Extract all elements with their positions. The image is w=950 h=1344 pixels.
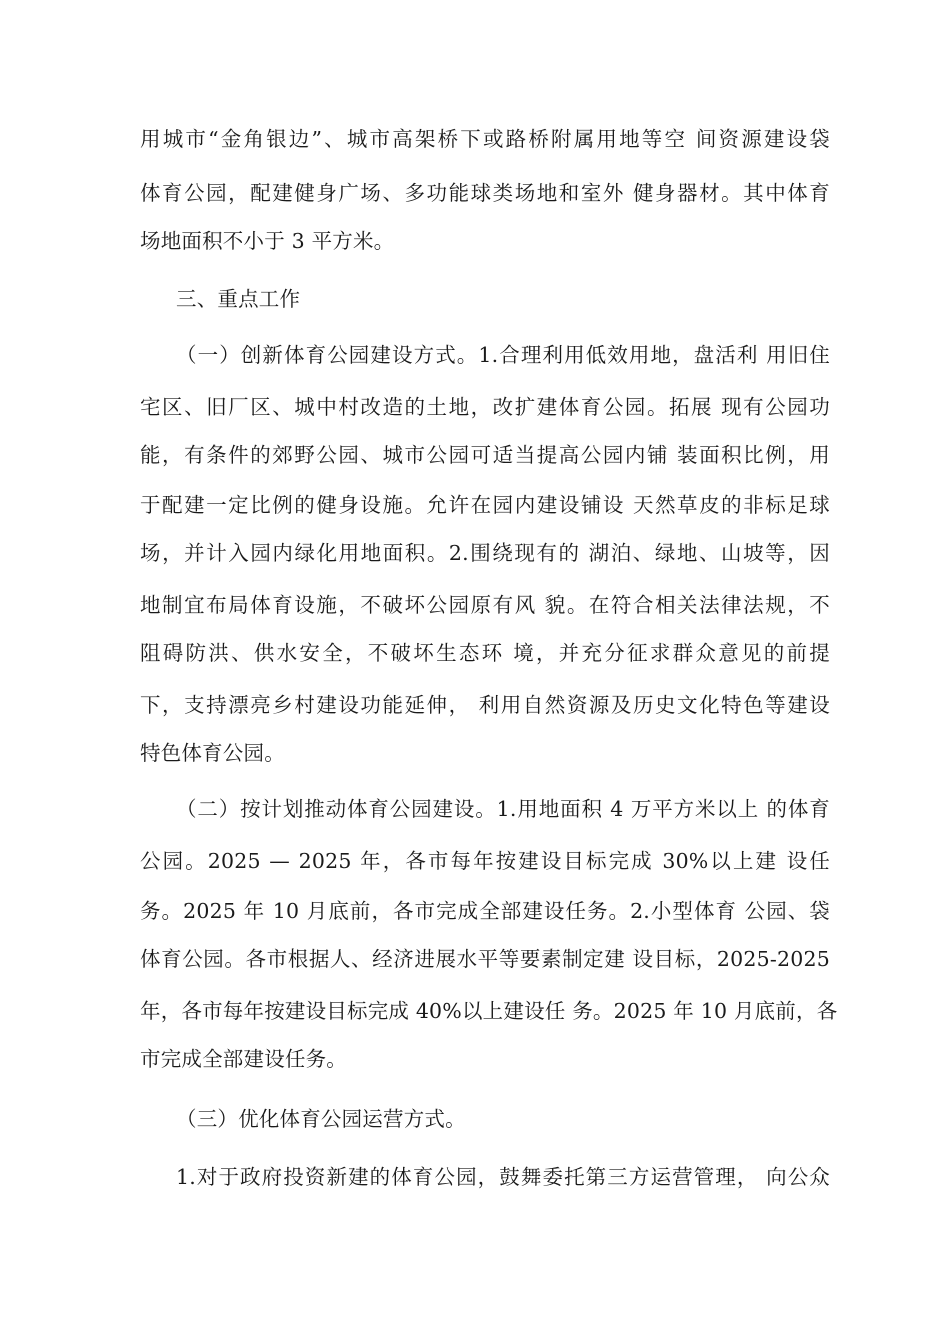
text-line: （二）按计划推动体育公园建设。1.用地面积 4 万平方米以上 的体育	[176, 797, 830, 821]
text-line: 能，有条件的郊野公园、城市公园可适当提高公园内铺 装面积比例，用	[140, 443, 830, 467]
text-line: 务。2025 年 10 月底前，各市完成全部建设任务。2.小型体育 公园、袋	[140, 899, 830, 923]
text-line: 年，各市每年按建设目标完成 40%以上建设任 务。2025 年 10 月底前，各	[140, 999, 838, 1023]
text-line: 场，并计入园内绿化用地面积。2.围绕现有的 湖泊、绿地、山坡等，因	[140, 541, 830, 565]
text-line: 三、重点工作	[176, 287, 301, 311]
text-line: 体育公园，配建健身广场、多功能球类场地和室外 健身器材。其中体育	[140, 181, 830, 205]
text-line: 用城市“金角银边”、城市高架桥下或路桥附属用地等空 间资源建设袋	[140, 127, 830, 151]
text-line: 地制宜布局体育设施，不破坏公园原有风 貌。在符合相关法律法规，不	[140, 593, 830, 617]
text-line: 体育公园。各市根据人、经济进展水平等要素制定建 设目标，2025-2025	[140, 947, 830, 971]
text-line: 公园。2025 — 2025 年，各市每年按建设目标完成 30%以上建 设任	[140, 849, 830, 873]
text-line: 下，支持漂亮乡村建设功能延伸， 利用自然资源及历史文化特色等建设	[140, 693, 830, 717]
text-line: （三）优化体育公园运营方式。	[176, 1107, 466, 1131]
text-line: 阻碍防洪、供水安全，不破坏生态环 境，并充分征求群众意见的前提	[140, 641, 830, 665]
text-line: 场地面积不小于 3 平方米。	[140, 229, 395, 253]
text-line: 特色体育公园。	[140, 741, 285, 765]
text-line: 宅区、旧厂区、城中村改造的土地，改扩建体育公园。拓展 现有公园功	[140, 395, 830, 419]
text-line: 市完成全部建设任务。	[140, 1047, 347, 1071]
text-line: 于配建一定比例的健身设施。允许在园内建设铺设 天然草皮的非标足球	[140, 493, 830, 517]
text-line: （一）创新体育公园建设方式。1.合理利用低效用地，盘活利 用旧住	[176, 343, 830, 367]
text-line: 1.对于政府投资新建的体育公园，鼓舞委托第三方运营管理， 向公众	[176, 1165, 830, 1189]
